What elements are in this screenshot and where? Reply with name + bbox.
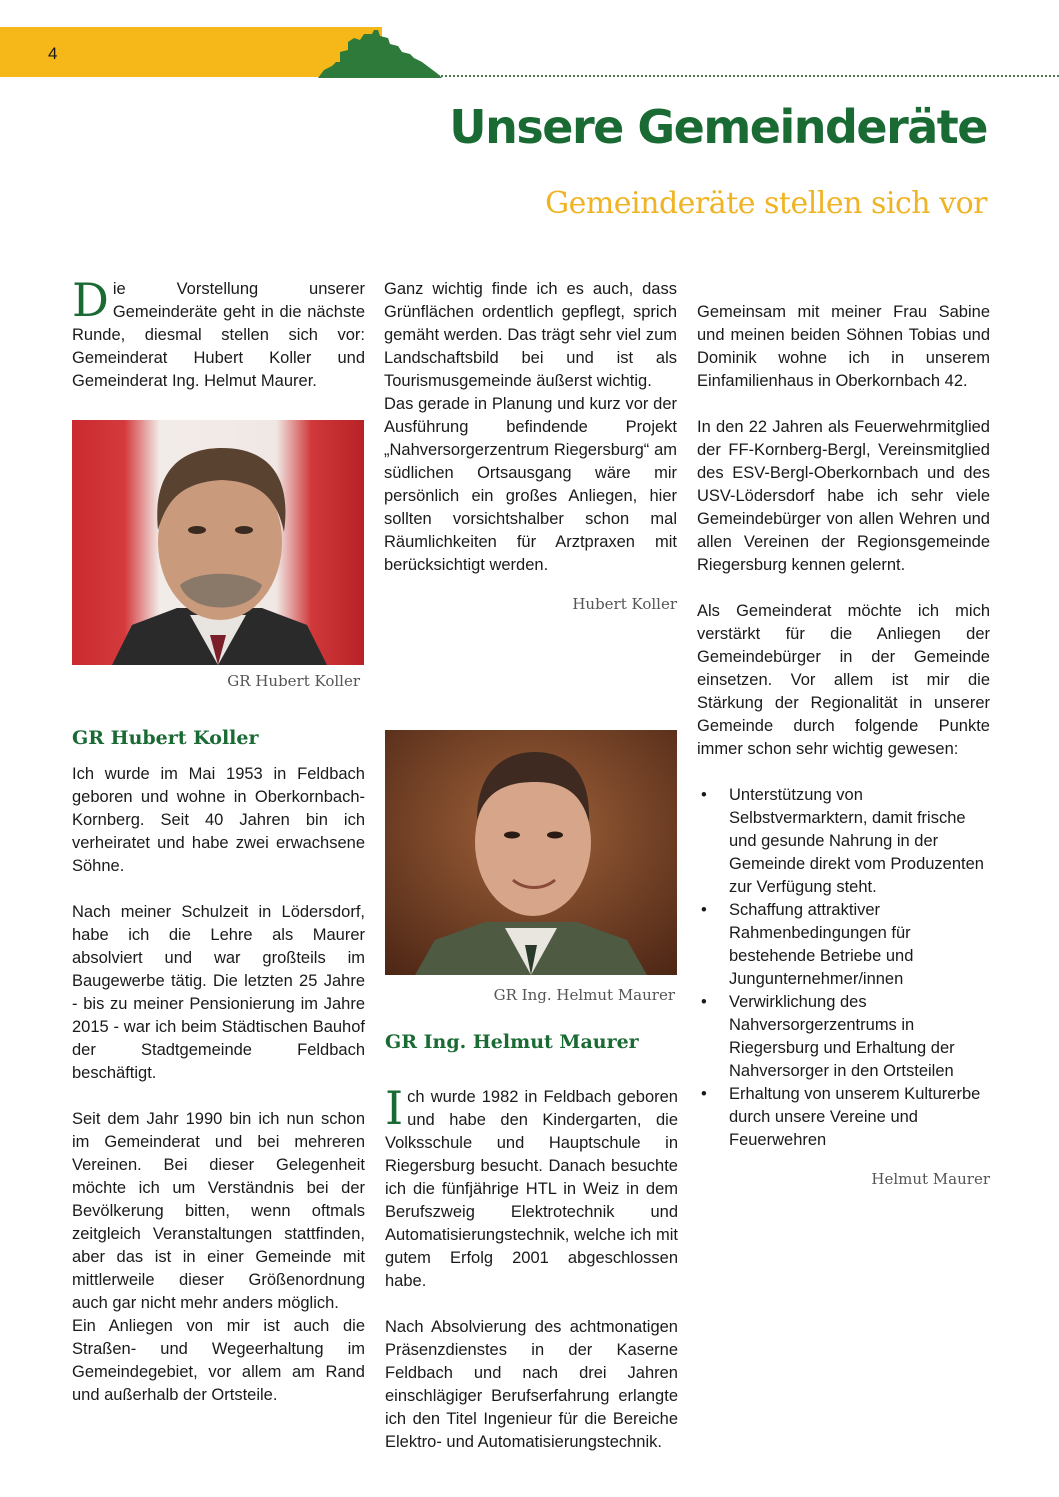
caption-helmut-maurer: GR Ing. Helmut Maurer	[493, 986, 675, 1004]
intro-dropcap: D	[72, 273, 109, 327]
caption-hubert-koller: GR Hubert Koller	[227, 672, 360, 690]
intro-text: ie Vorstellung unserer Gemeinderäte geht in die nächste Runde, diesmal stellen sich vor: Gemeinderat Hubert Koller und Gemeinderat Ing. Helmut Maurer.	[72, 280, 365, 390]
signature-hubert-koller: Hubert Koller	[572, 595, 677, 613]
maurer-dropcap: I	[385, 1081, 404, 1135]
koller-paragraph-2: Nach meiner Schulzeit in Lödersdorf, habe ich die Lehre als Maurer absolviert und war großteils im Baugewerbe tätig. Die letzten 25 Jahre - bis zu meiner Pensionierung im Jahre 2015 - war ich beim Städtischen Bauhof der Stadtgemeinde Feldbach beschäftigt.	[72, 903, 365, 1082]
bullet-item: • Verwirklichung des Nahversorgerzentrums in Riegersburg und Erhaltung der Nahversorger in den Ortsteilen	[697, 991, 990, 1083]
bullet-item: • Erhaltung von unserem Kulturerbe durch unsere Vereine und Feuerwehren	[697, 1083, 990, 1152]
koller-paragraph-5: Ganz wichtig finde ich es auch, dass Grünflächen ordentlich gepflegt, sprich gemäht werden. Das trägt sehr viel zum Landschaftsbild bei und ist als Tourismusgemeinde äußerst wichtig.	[384, 280, 677, 390]
bullet-item: • Unterstützung von Selbstvermarktern, damit frische und gesunde Nahrung in der Gemeinde direkt vom Produzenten zur Verfügung steht.	[697, 784, 990, 899]
maurer-paragraph-1-text: ch wurde 1982 in Feldbach geboren und habe den Kindergarten, die Volksschule und Hauptschule in Riegersburg besucht. Danach besuchte ich die fünfjährige HTL in Weiz in dem Berufszweig Elektrotechnik und Automatisierungstechnik, welche ich mit gutem Erfolg 2001 abgeschlossen habe.	[385, 1088, 678, 1290]
koller-paragraph-6: Das gerade in Planung und kurz vor der Ausführung befindende Projekt „Nahversorgerzentrum Riegersburg“ am südlichen Ortsausgang wäre mir persönlich ein großes Anliegen, hier sollten vorsichtshalber schon mal Räumlichkeiten für Arztpraxen mit berücksichtigt werden.	[384, 395, 677, 574]
bullet-item: • Schaffung attraktiver Rahmenbedingungen für bestehende Betriebe und Jungunternehmer/innen	[697, 899, 990, 991]
koller-paragraph-3: Seit dem Jahr 1990 bin ich nun schon im Gemeinderat und bei mehreren Vereinen. Bei dieser Gelegenheit möchte ich um Verständnis bei der Bevölkerung bitten, wenn oftmals zeitgleich Veranstaltungen stattfinden, aber das ist in einer Gemeinde mit mittlerweile dieser Größenordnung auch gar nicht mehr anders möglich.	[72, 1110, 365, 1312]
maurer-paragraph-3: Gemeinsam mit meiner Frau Sabine und meinen beiden Söhnen Tobias und Dominik wohne ich in unserem Einfamilienhaus in Oberkornbach 42.	[697, 303, 990, 390]
column-3-maurer-continued	[697, 278, 990, 1191]
koller-paragraph-1: Ich wurde im Mai 1953 in Feldbach geboren und wohne in Oberkornbach-Kornberg. Seit 40 Jahren bin ich verheiratet und habe zwei erwachsene Söhne.	[72, 765, 365, 875]
maurer-paragraph-2: Nach Absolvierung des achtmonatigen Präsenzdienstes in der Kaserne Feldbach und nach drei Jahren einschlägiger Berufserfahrung erlangte ich den Titel Ingenieur für die Bereiche Elektro- und Automatisierungstechnik.	[385, 1318, 678, 1451]
page-title: Unsere Gemeinderäte	[449, 100, 987, 154]
column-2-maurer-text	[385, 1081, 678, 1454]
page-number: 4	[48, 44, 58, 63]
column-2-koller-continued	[384, 278, 677, 616]
page-subtitle: Gemeinderäte stellen sich vor	[545, 186, 987, 221]
maurer-paragraph-4: In den 22 Jahren als Feuerwehrmitglied der FF-Kornberg-Bergl, Vereinsmitglied des ESV-Bergl-Oberkornbach und des USV-Lödersdorf habe ich sehr viele Gemeindebürger von allen Wehren und allen Vereinen der Regionsgemeinde Riegersburg kennen gelernt.	[697, 418, 990, 574]
heading-hubert-koller: GR Hubert Koller	[72, 727, 259, 749]
photo-helmut-maurer	[385, 730, 677, 975]
maurer-paragraph-5: Als Gemeinderat möchte ich mich verstärkt für die Anliegen der Gemeindebürger in der Gemeinde einsetzen. Vor allem ist mir die Stärkung der Regionalität in unserer Gemeinde durch folgende Punkte immer schon sehr wichtig gewesen:	[697, 602, 990, 758]
heading-helmut-maurer: GR Ing. Helmut Maurer	[385, 1031, 639, 1053]
maurer-paragraph-1	[385, 1081, 678, 1293]
koller-paragraph-4: Ein Anliegen von mir ist auch die Straßen- und Wegeerhaltung im Gemeindegebiet, vor allem am Rand und außerhalb der Ortsteile.	[72, 1317, 365, 1404]
intro-paragraph	[72, 273, 365, 393]
column-1-intro	[72, 273, 365, 393]
header-dotted-rule	[438, 75, 1059, 77]
maurer-bullet-list	[697, 784, 990, 1152]
column-1-koller-text	[72, 763, 365, 1407]
signature-helmut-maurer: Helmut Maurer	[871, 1170, 990, 1188]
photo-hubert-koller	[72, 420, 364, 665]
castle-silhouette-icon	[318, 28, 442, 80]
